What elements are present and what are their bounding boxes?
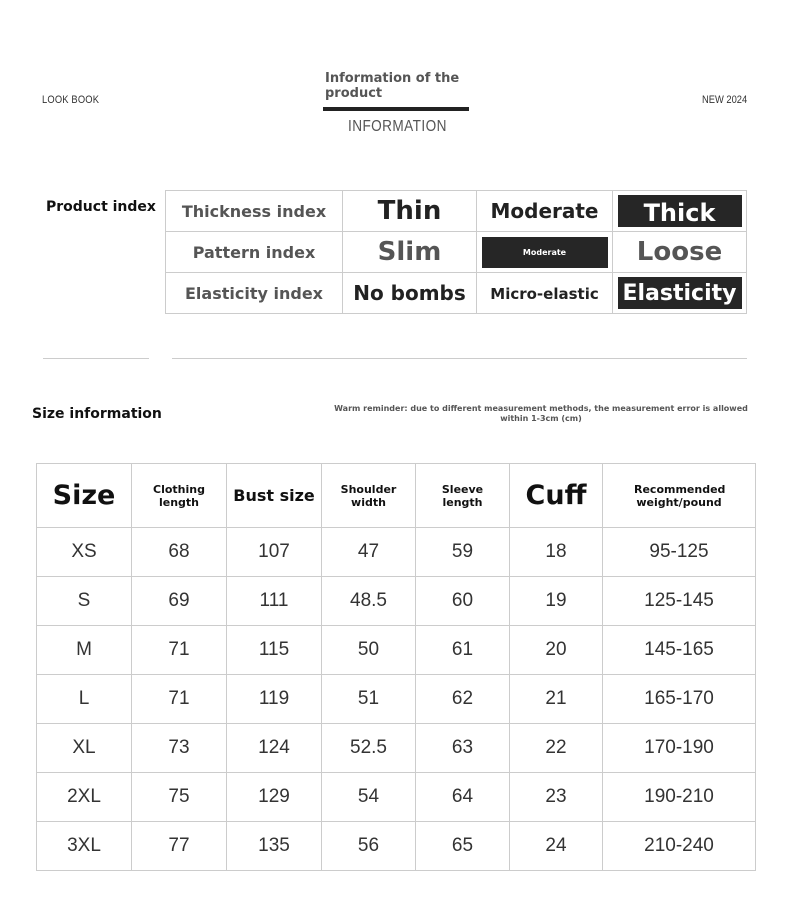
cell-bust-size: 119 (227, 675, 322, 724)
header-bust-size: Bust size (227, 464, 322, 528)
cell-sleeve-length: 59 (416, 528, 510, 577)
header-recommended-weight: Recommended weight/pound (603, 464, 756, 528)
size-table-header (37, 464, 756, 528)
cell-bust-size: 111 (227, 577, 322, 626)
measurement-reminder: Warm reminder: due to different measurement methods, the measurement error is allowed within 1-3cm (cm) (334, 404, 748, 423)
cell-size: 2XL (37, 773, 132, 822)
cell-size: XL (37, 724, 132, 773)
cell-sleeve-length: 62 (416, 675, 510, 724)
cell-clothing-length: 75 (132, 773, 227, 822)
option-cell (477, 191, 613, 232)
table-row (37, 724, 756, 773)
page-subtitle: INFORMATION (348, 118, 447, 135)
cell-shoulder-width: 51 (322, 675, 416, 724)
table-row (37, 822, 756, 871)
cell-shoulder-width: 50 (322, 626, 416, 675)
option-text: Thin (377, 196, 442, 226)
cell-sleeve-length: 63 (416, 724, 510, 773)
cell-sleeve-length: 60 (416, 577, 510, 626)
cell-cuff: 19 (510, 577, 603, 626)
cell-recommended-weight: 170-190 (603, 724, 756, 773)
row-label: Elasticity index (166, 273, 343, 314)
header-size: Size (37, 464, 132, 528)
divider (172, 358, 747, 359)
option-text: Micro-elastic (490, 284, 599, 303)
cell-shoulder-width: 48.5 (322, 577, 416, 626)
size-table (36, 463, 756, 871)
cell-clothing-length: 73 (132, 724, 227, 773)
cell-bust-size: 124 (227, 724, 322, 773)
cell-clothing-length: 69 (132, 577, 227, 626)
table-row (37, 528, 756, 577)
cell-recommended-weight: 165-170 (603, 675, 756, 724)
option-cell-selected (613, 191, 747, 232)
cell-clothing-length: 77 (132, 822, 227, 871)
cell-recommended-weight: 190-210 (603, 773, 756, 822)
cell-size: L (37, 675, 132, 724)
header-cuff: Cuff (510, 464, 603, 528)
size-info-label: Size information (32, 406, 162, 422)
row-label: Pattern index (166, 232, 343, 273)
cell-bust-size: 129 (227, 773, 322, 822)
option-cell (343, 273, 477, 314)
cell-clothing-length: 71 (132, 626, 227, 675)
table-row (37, 626, 756, 675)
cell-sleeve-length: 65 (416, 822, 510, 871)
cell-cuff: 23 (510, 773, 603, 822)
divider (43, 358, 149, 359)
cell-recommended-weight: 145-165 (603, 626, 756, 675)
header-sleeve-length: Sleeve length (416, 464, 510, 528)
cell-bust-size: 107 (227, 528, 322, 577)
cell-size: S (37, 577, 132, 626)
cell-cuff: 20 (510, 626, 603, 675)
row-label: Thickness index (166, 191, 343, 232)
cell-shoulder-width: 54 (322, 773, 416, 822)
table-row (37, 675, 756, 724)
table-row (37, 773, 756, 822)
thickness-row (166, 191, 747, 232)
header-shoulder-width: Shoulder width (322, 464, 416, 528)
cell-size: 3XL (37, 822, 132, 871)
cell-cuff: 24 (510, 822, 603, 871)
cell-cuff: 18 (510, 528, 603, 577)
cell-bust-size: 135 (227, 822, 322, 871)
season-label: NEW 2024 (701, 94, 747, 106)
cell-size: XS (37, 528, 132, 577)
option-cell (343, 232, 477, 273)
option-cell-selected (613, 273, 747, 314)
option-text: Slim (377, 237, 442, 267)
cell-sleeve-length: 64 (416, 773, 510, 822)
cell-cuff: 22 (510, 724, 603, 773)
option-cell-selected (477, 232, 613, 273)
option-text: Moderate (490, 199, 599, 223)
cell-cuff: 21 (510, 675, 603, 724)
cell-clothing-length: 71 (132, 675, 227, 724)
cell-recommended-weight: 125-145 (603, 577, 756, 626)
title-underline (323, 107, 469, 111)
cell-shoulder-width: 56 (322, 822, 416, 871)
product-index-table (165, 190, 747, 314)
cell-sleeve-length: 61 (416, 626, 510, 675)
lookbook-label: LOOK BOOK (42, 94, 100, 106)
option-cell (613, 232, 747, 273)
cell-clothing-length: 68 (132, 528, 227, 577)
option-text: Loose (636, 237, 723, 267)
cell-bust-size: 115 (227, 626, 322, 675)
option-cell (343, 191, 477, 232)
page-title: Information of the product (325, 71, 460, 101)
pattern-row (166, 232, 747, 273)
table-row (37, 577, 756, 626)
selected-option: Thick (618, 195, 742, 227)
header-clothing-length: Clothing length (132, 464, 227, 528)
cell-size: M (37, 626, 132, 675)
selected-option: Elasticity (618, 277, 742, 309)
cell-shoulder-width: 52.5 (322, 724, 416, 773)
elasticity-row (166, 273, 747, 314)
cell-recommended-weight: 95-125 (603, 528, 756, 577)
option-text: No bombs (353, 281, 466, 305)
size-table-body (37, 528, 756, 871)
cell-recommended-weight: 210-240 (603, 822, 756, 871)
cell-shoulder-width: 47 (322, 528, 416, 577)
selected-option: Moderate (482, 237, 608, 268)
option-cell (477, 273, 613, 314)
product-index-label: Product index (46, 199, 156, 215)
